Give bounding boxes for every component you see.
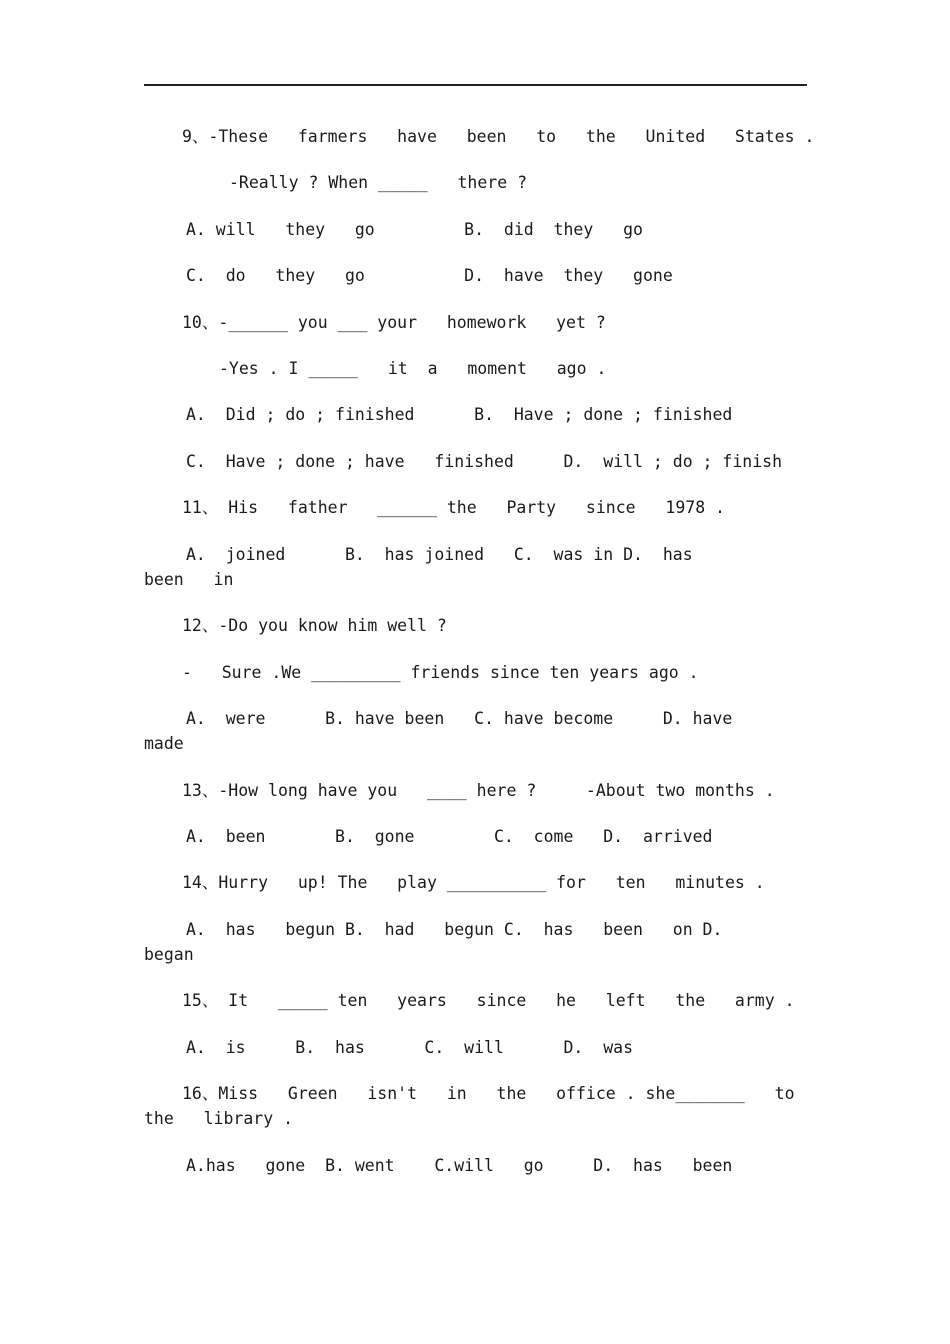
q14-stem: 14、Hurry up! The play __________ for ten minutes .: [182, 873, 765, 892]
q9-stem: 9、-These farmers have been to the United States .: [182, 127, 815, 146]
q11-options: A. joined B. has joined C. was in D. has: [186, 545, 693, 564]
q16-stem-cont: the library .: [144, 1109, 294, 1128]
q10-reply: -Yes . I _____ it a moment ago .: [219, 359, 607, 378]
q9-reply: -Really ? When _____ there ?: [229, 173, 528, 192]
q10-options-cd: C. Have ; done ; have finished D. will ; do ; finish: [186, 452, 783, 471]
q13-stem: 13、-How long have you ____ here ? -About two months .: [182, 781, 775, 800]
q12-options-cont: made: [144, 734, 184, 753]
q12-stem: 12、-Do you know him well ?: [182, 616, 447, 635]
q11-stem: 11、 His father ______ the Party since 1978 .: [182, 498, 725, 517]
q16-stem: 16、Miss Green isn't in the office . she_______ to: [182, 1084, 795, 1103]
q11-options-cont: been in: [144, 570, 234, 589]
q13-options: A. been B. gone C. come D. arrived: [186, 827, 713, 846]
q10-stem: 10、-______ you ___ your homework yet ?: [182, 313, 606, 332]
q15-options: A. is B. has C. will D. was: [186, 1038, 634, 1057]
q9-options-cd: C. do they go D. have they gone: [186, 266, 673, 285]
q14-options: A. has begun B. had begun C. has been on D.: [186, 920, 723, 939]
q14-options-cont: began: [144, 945, 194, 964]
q16-options: A.has gone B. went C.will go D. has been: [186, 1156, 733, 1175]
q15-stem: 15、 It _____ ten years since he left the army .: [182, 991, 795, 1010]
q10-options-ab: A. Did ; do ; finished B. Have ; done ; finished: [186, 405, 733, 424]
q12-options: A. were B. have been C. have become D. have: [186, 709, 733, 728]
q12-reply: - Sure .We _________ friends since ten years ago .: [182, 663, 699, 682]
q9-options-ab: A. will they go B. did they go: [186, 220, 643, 239]
header-rule: [144, 84, 807, 86]
